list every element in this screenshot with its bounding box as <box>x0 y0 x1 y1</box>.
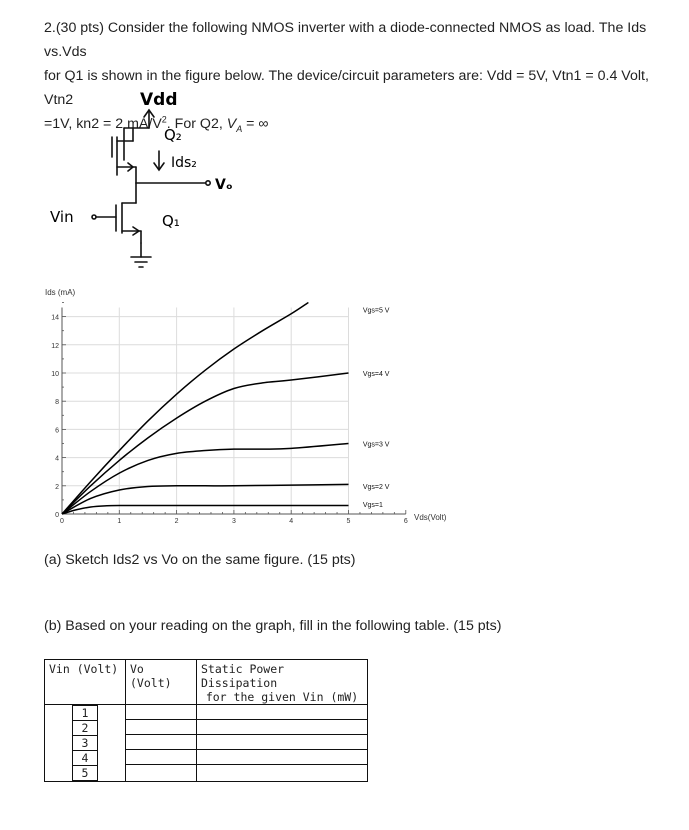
vin-value: 2 <box>73 721 98 736</box>
power-cell[interactable] <box>197 765 367 779</box>
vo-label: Vₒ <box>215 177 233 193</box>
x-tick-label: 0 <box>60 518 64 525</box>
part-a-text: (a) Sketch Ids2 vs Vo on the same figure. (15 pts) <box>44 552 356 568</box>
y-tick-label: 4 <box>55 455 59 463</box>
vin-value: 3 <box>73 736 98 751</box>
ids-vds-chart <box>0 280 689 530</box>
vdd-label: Vdd <box>140 90 178 110</box>
q1-label: Q₁ <box>162 212 180 230</box>
vo-cell[interactable] <box>126 720 196 735</box>
y-tick-label: 10 <box>51 371 59 378</box>
y-tick-label: 0 <box>55 512 59 519</box>
part-b-text: (b) Based on your reading on the graph, fill in the following table. (15 pts) <box>44 618 502 634</box>
question-line-3: =1V, kn2 = 2 $mA/V^2$. For Q2, $V_A$ = ∞ <box>44 114 269 134</box>
vin-label: Vin <box>50 208 74 226</box>
vin-value: 5 <box>73 766 98 781</box>
col-vo-header: Vo (Volt) <box>126 660 197 705</box>
series-label: Vgs=4 V <box>362 371 390 378</box>
x-axis-label: Vds(Volt) <box>414 513 447 522</box>
y-tick-label: 12 <box>51 342 59 350</box>
series-label: Vgs=3 V <box>362 441 390 449</box>
question-line-1: 2.(30 pts) Consider the following NMOS inverter with a diode-connected NMOS as load. The Ids vs.Vds <box>44 20 647 60</box>
x-tick-label: 6 <box>403 518 408 525</box>
series-line-vgs-3-v <box>62 444 349 515</box>
series-line-vgs-1 <box>62 506 349 514</box>
power-cell[interactable] <box>197 705 367 720</box>
x-tick-label: 1 <box>117 518 122 525</box>
series-line-vgs-5-v <box>62 303 308 515</box>
power-cell[interactable] <box>197 720 367 735</box>
vin-value: 1 <box>73 706 98 721</box>
col-vin-header: Vin (Volt) <box>45 660 126 705</box>
answer-table <box>44 659 368 782</box>
x-tick-label: 4 <box>289 518 294 525</box>
y-tick-label: 8 <box>55 399 59 407</box>
vo-cell[interactable] <box>126 705 196 720</box>
question-line-2: for Q1 is shown in the figure below. The device/circuit parameters are: Vdd = 5V, Vtn1 = 0.4 Volt, Vtn2 <box>44 68 649 108</box>
y-tick-label: 14 <box>51 314 59 322</box>
power-cell[interactable] <box>197 750 367 765</box>
col-power-header: Static Power Dissipation for the given Vin (mW) <box>197 660 368 705</box>
vin-values <box>72 705 98 781</box>
circuit-schematic <box>40 85 300 290</box>
vo-cell[interactable] <box>126 735 196 750</box>
q2-label: Q₂ <box>164 126 182 144</box>
y-tick-label: 6 <box>55 427 59 435</box>
vo-cell[interactable] <box>126 750 196 765</box>
series-line-vgs-2-v <box>62 484 349 514</box>
y-tick-label: 2 <box>55 483 59 491</box>
series-label: Vgs=2 V <box>362 483 390 491</box>
series-label: Vgs=5 V <box>362 307 390 315</box>
series-label: Vgs=1 <box>362 502 383 510</box>
vin-value: 4 <box>73 751 98 766</box>
y-axis-label: Ids (mA) <box>45 288 76 297</box>
power-cell[interactable] <box>197 735 367 750</box>
x-tick-label: 2 <box>174 518 179 525</box>
vo-cell[interactable] <box>126 765 196 779</box>
x-tick-label: 3 <box>231 518 236 525</box>
x-tick-label: 5 <box>346 518 351 525</box>
ids2-label: Ids₂ <box>171 155 197 171</box>
